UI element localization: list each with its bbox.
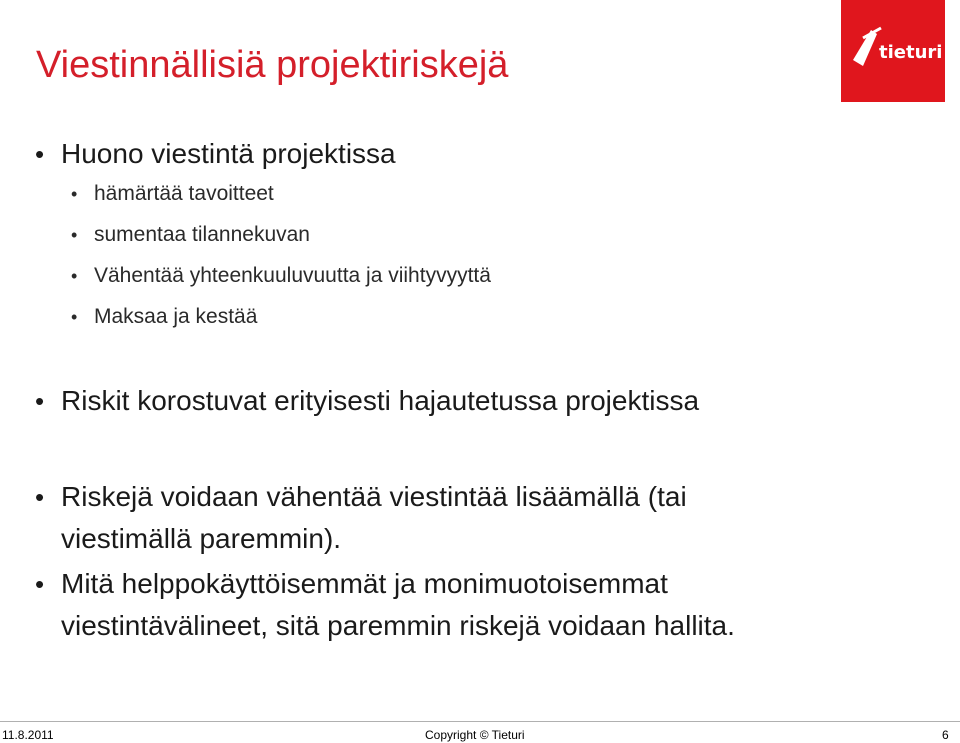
logo-mark-icon (841, 0, 945, 102)
sub-bullet-text: sumentaa tilannekuvan (94, 223, 310, 246)
footer-copyright: Copyright © Tieturi (425, 728, 525, 742)
bullet-text-line: Mitä helppokäyttöisemmät ja monimuotoisemmat (61, 568, 668, 599)
bullet-text: Huono viestintä projektissa (61, 138, 396, 169)
sub-bullet-dot: • (71, 184, 78, 204)
bullet-item (35, 476, 687, 560)
sub-bullet-text: hämärtää tavoitteet (94, 182, 274, 205)
bullet-item (35, 133, 396, 175)
sub-bullet-text: Vähentää yhteenkuuluvuutta ja viihtyvyyttä (94, 264, 491, 287)
sub-bullet-item (71, 220, 310, 250)
bullet-item (35, 563, 735, 647)
bullet-item (35, 380, 700, 422)
bullet-dot: • (35, 139, 45, 169)
bullet-text-line: viestimällä paremmin). (61, 523, 342, 554)
logo-text: tieturi (879, 42, 943, 63)
sub-bullet-item (71, 179, 274, 209)
slide-title: Viestinnällisiä projektiriskejä (36, 44, 509, 86)
bullet-text-line: Riskejä voidaan vähentää viestintää lisäämällä (tai (61, 481, 687, 512)
sub-bullet-dot: • (71, 266, 78, 286)
sub-bullet-dot: • (71, 307, 78, 327)
footer-page-number: 6 (942, 728, 949, 742)
bullet-dot: • (35, 569, 45, 599)
tieturi-logo (841, 0, 945, 102)
bullet-text-line: viestintävälineet, sitä paremmin riskejä voidaan hallita. (61, 610, 735, 641)
bullet-text: Riskit korostuvat erityisesti hajautetussa projektissa (61, 385, 700, 416)
sub-bullet-dot: • (71, 225, 78, 245)
sub-bullet-item (71, 302, 258, 332)
bullet-dot: • (35, 386, 45, 416)
footer-date: 11.8.2011 (2, 728, 54, 742)
sub-bullet-text: Maksaa ja kestää (94, 305, 258, 328)
footer-divider (0, 721, 960, 722)
sub-bullet-item (71, 261, 491, 291)
bullet-dot: • (35, 482, 45, 512)
